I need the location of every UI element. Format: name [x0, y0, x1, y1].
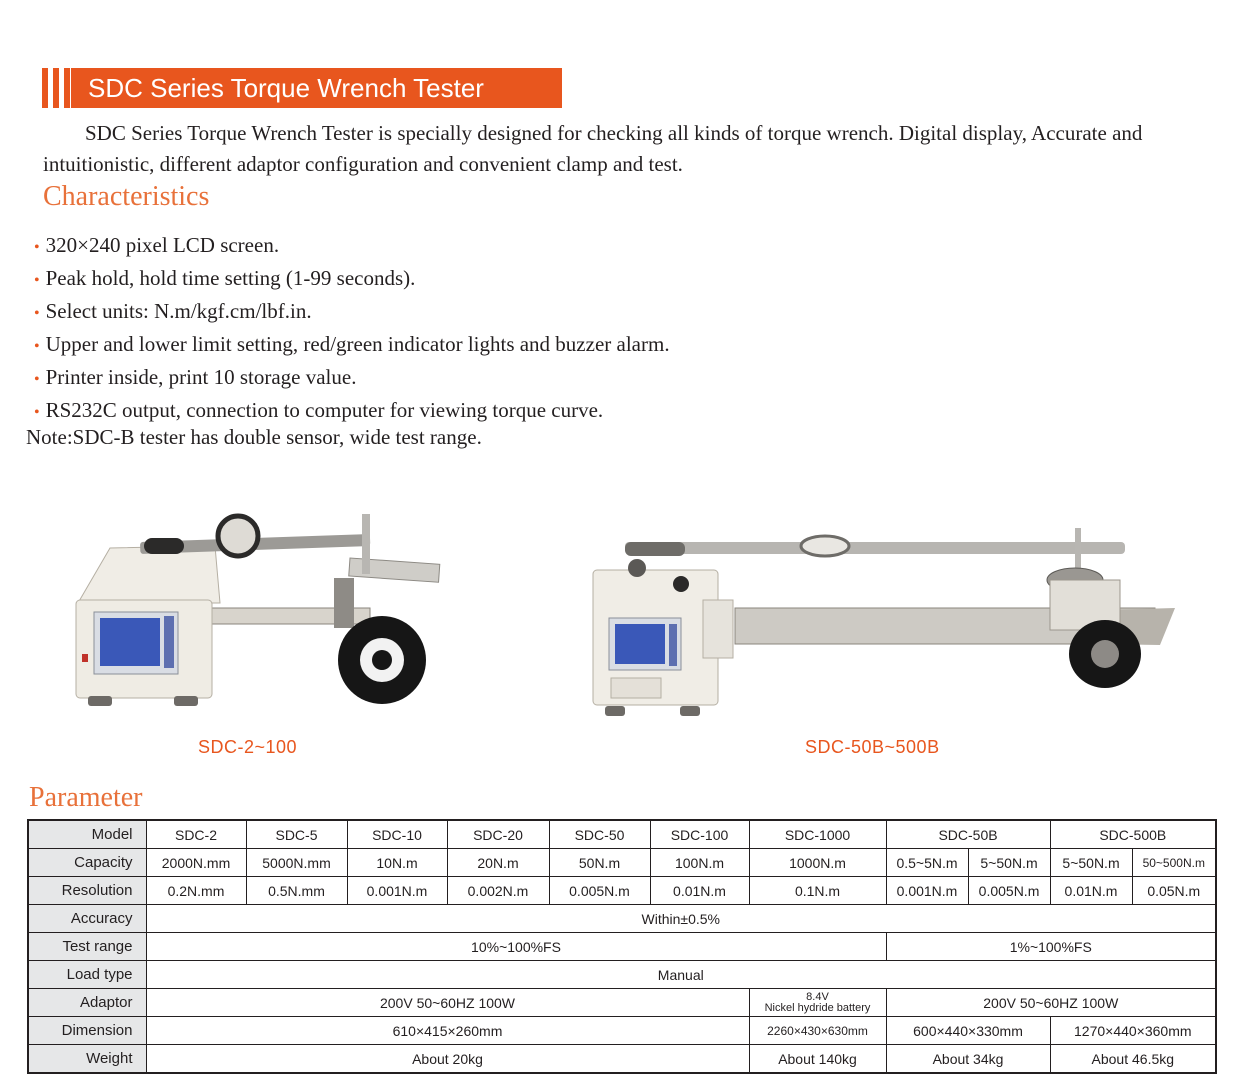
list-item: • Peak hold, hold time setting (1-99 seconds). — [34, 266, 416, 290]
table-cell: 10%~100%FS — [146, 933, 886, 961]
table-cell: 0.001N.m — [886, 877, 968, 905]
table-row — [28, 849, 1216, 877]
table-cell: SDC-10 — [347, 820, 447, 849]
table-cell: SDC-20 — [447, 820, 549, 849]
table-cell: 100N.m — [650, 849, 749, 877]
table-cell: 1270×440×360mm — [1050, 1017, 1216, 1045]
table-cell: About 140kg — [749, 1045, 886, 1074]
table-cell: 5~50N.m — [1050, 849, 1132, 877]
table-cell: SDC-1000 — [749, 820, 886, 849]
table-cell: 0.5~5N.m — [886, 849, 968, 877]
intro-text: SDC Series Torque Wrench Tester is specially designed for checking all kinds of torque wrench. Digital display, Accurate and intuitionistic, different adaptor configuration and convenient clamp and test. — [43, 121, 1143, 176]
table-cell: SDC-2 — [146, 820, 246, 849]
table-row — [28, 877, 1216, 905]
table-row — [28, 1017, 1216, 1045]
bullet-icon: • — [34, 404, 40, 421]
bullet-icon: • — [34, 371, 40, 388]
table-cell: About 46.5kg — [1050, 1045, 1216, 1074]
table-row — [28, 905, 1216, 933]
battery-voltage: 8.4V — [806, 990, 829, 1003]
bullet-icon: • — [34, 305, 40, 322]
table-cell: SDC-50 — [549, 820, 650, 849]
table-row — [28, 1045, 1216, 1074]
table-row — [28, 989, 1216, 1017]
characteristics-heading: Characteristics — [43, 181, 210, 212]
bullet-icon: • — [34, 338, 40, 355]
table-cell: 1%~100%FS — [886, 933, 1216, 961]
bullet-icon: • — [34, 239, 40, 256]
list-item: • Upper and lower limit setting, red/green indicator lights and buzzer alarm. — [34, 332, 670, 356]
torque-tester-small-photo — [70, 508, 450, 718]
table-cell: 0.2N.mm — [146, 877, 246, 905]
table-cell: About 34kg — [886, 1045, 1050, 1074]
table-cell: 2260×430×630mm — [749, 1017, 886, 1045]
table-cell: SDC-50B — [886, 820, 1050, 849]
table-cell: Manual — [146, 961, 1216, 989]
table-cell: 0.01N.m — [1050, 877, 1132, 905]
table-cell: 0.01N.m — [650, 877, 749, 905]
table-cell: 5~50N.m — [968, 849, 1050, 877]
table-row — [28, 820, 1216, 849]
product-caption: SDC-50B~500B — [805, 737, 940, 757]
table-cell: 0.005N.m — [549, 877, 650, 905]
row-label: Capacity — [28, 849, 146, 877]
table-cell: Within±0.5% — [146, 905, 1216, 933]
row-label: Adaptor — [28, 989, 146, 1017]
battery-type: Nickel hydride battery — [764, 1001, 871, 1014]
list-item: • 320×240 pixel LCD screen. — [34, 233, 280, 257]
list-item: • Printer inside, print 10 storage value. — [34, 365, 357, 389]
table-cell: 10N.m — [347, 849, 447, 877]
table-cell: 0.001N.m — [347, 877, 447, 905]
list-item: • Select units: N.m/kgf.cm/lbf.in. — [34, 299, 312, 323]
table-cell: 0.1N.m — [749, 877, 886, 905]
table-cell: 200V 50~60HZ 100W — [886, 989, 1216, 1017]
row-label: Dimension — [28, 1017, 146, 1045]
list-item: • RS232C output, connection to computer for viewing torque curve. — [34, 398, 604, 422]
table-cell: 200V 50~60HZ 100W — [146, 989, 749, 1017]
table-cell: 2000N.mm — [146, 849, 246, 877]
page-title: SDC Series Torque Wrench Tester — [71, 68, 562, 108]
table-cell: 0.5N.mm — [246, 877, 347, 905]
table-cell: 50N.m — [549, 849, 650, 877]
product-caption: SDC-2~100 — [198, 737, 298, 757]
table-row — [28, 933, 1216, 961]
table-cell: 50~500N.m — [1132, 849, 1216, 877]
table-cell: SDC-100 — [650, 820, 749, 849]
table-cell: 20N.m — [447, 849, 549, 877]
table-cell: 600×440×330mm — [886, 1017, 1050, 1045]
parameter-table — [27, 819, 1217, 1074]
table-cell: SDC-500B — [1050, 820, 1216, 849]
row-label: Accuracy — [28, 905, 146, 933]
table-row — [28, 961, 1216, 989]
table-cell: About 20kg — [146, 1045, 749, 1074]
table-cell: SDC-5 — [246, 820, 347, 849]
parameter-heading: Parameter — [29, 782, 143, 813]
row-label: Model — [28, 820, 146, 849]
characteristics-list — [34, 230, 670, 428]
row-label: Resolution — [28, 877, 146, 905]
table-cell: 0.005N.m — [968, 877, 1050, 905]
table-cell: 0.002N.m — [447, 877, 549, 905]
torque-tester-long-photo — [585, 520, 1185, 725]
table-cell: 5000N.mm — [246, 849, 347, 877]
table-cell — [749, 989, 886, 1017]
table-cell: 1000N.m — [749, 849, 886, 877]
row-label: Load type — [28, 961, 146, 989]
bullet-icon: • — [34, 272, 40, 289]
intro-paragraph — [43, 118, 1233, 180]
table-cell: 0.05N.m — [1132, 877, 1216, 905]
row-label: Test range — [28, 933, 146, 961]
table-cell: 610×415×260mm — [146, 1017, 749, 1045]
row-label: Weight — [28, 1045, 146, 1074]
note-text: Note:SDC-B tester has double sensor, wide test range. — [26, 425, 482, 449]
